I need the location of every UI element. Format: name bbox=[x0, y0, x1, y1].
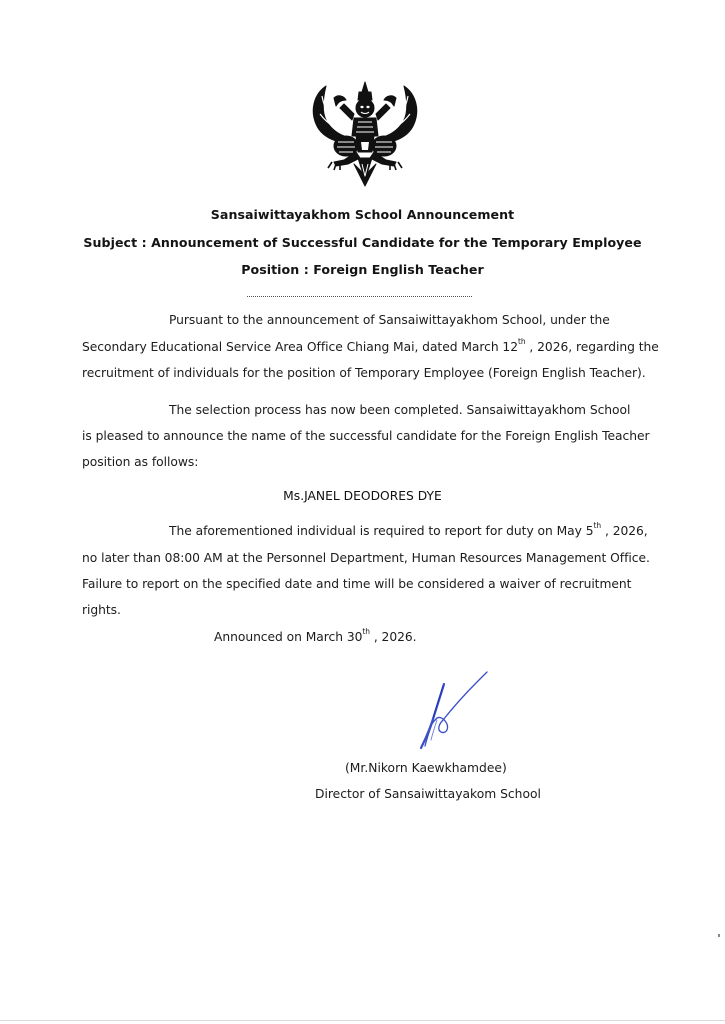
paragraph-2-line-1: The selection process has now been completed. Sansaiwittayakhom School bbox=[169, 403, 631, 417]
text-span: , 2026, bbox=[601, 524, 648, 538]
text-span: , 2026, regarding the bbox=[525, 340, 659, 354]
signatory-name: (Mr.Nikorn Kaewkhamdee) bbox=[345, 761, 507, 775]
paragraph-1-line-2 bbox=[82, 337, 659, 354]
paragraph-3-line-4: rights. bbox=[82, 603, 121, 617]
ordinal-suffix: th bbox=[362, 627, 370, 636]
paragraph-2-line-2: is pleased to announce the name of the successful candidate for the Foreign English Teacher bbox=[82, 429, 650, 443]
paragraph-3-line-2: no later than 08:00 AM at the Personnel Department, Human Resources Management Office. bbox=[82, 551, 650, 565]
ordinal-suffix: th bbox=[593, 521, 602, 530]
scan-speck bbox=[718, 934, 720, 937]
text-span: The aforementioned individual is required to report for duty on May 5 bbox=[169, 524, 594, 538]
paragraph-1-line-3: recruitment of individuals for the position of Temporary Employee (Foreign English Teacher). bbox=[82, 366, 646, 380]
handwritten-signature-icon bbox=[395, 660, 495, 755]
text-span: , 2026. bbox=[369, 630, 417, 644]
announcement-position: Position : Foreign English Teacher bbox=[241, 262, 484, 277]
candidate-name: Ms.JANEL DEODORES DYE bbox=[283, 489, 442, 503]
garuda-emblem-icon bbox=[304, 80, 426, 188]
text-span: Announced on March 30 bbox=[214, 630, 363, 644]
dotted-divider bbox=[247, 296, 472, 297]
announced-date bbox=[214, 627, 417, 644]
ordinal-suffix: th bbox=[517, 337, 526, 346]
signatory-title: Director of Sansaiwittayakom School bbox=[315, 787, 541, 801]
paragraph-2-line-3: position as follows: bbox=[82, 455, 199, 469]
text-span: Secondary Educational Service Area Office Chiang Mai, dated March 12 bbox=[82, 340, 518, 354]
paragraph-3-line-3: Failure to report on the specified date and time will be considered a waiver of recruitment bbox=[82, 577, 632, 591]
announcement-subject: Subject : Announcement of Successful Candidate for the Temporary Employee bbox=[83, 235, 642, 250]
announcement-title: Sansaiwittayakhom School Announcement bbox=[210, 207, 515, 222]
paragraph-3-line-1 bbox=[169, 521, 648, 538]
paragraph-1-line-1: Pursuant to the announcement of Sansaiwittayakhom School, under the bbox=[169, 313, 610, 327]
